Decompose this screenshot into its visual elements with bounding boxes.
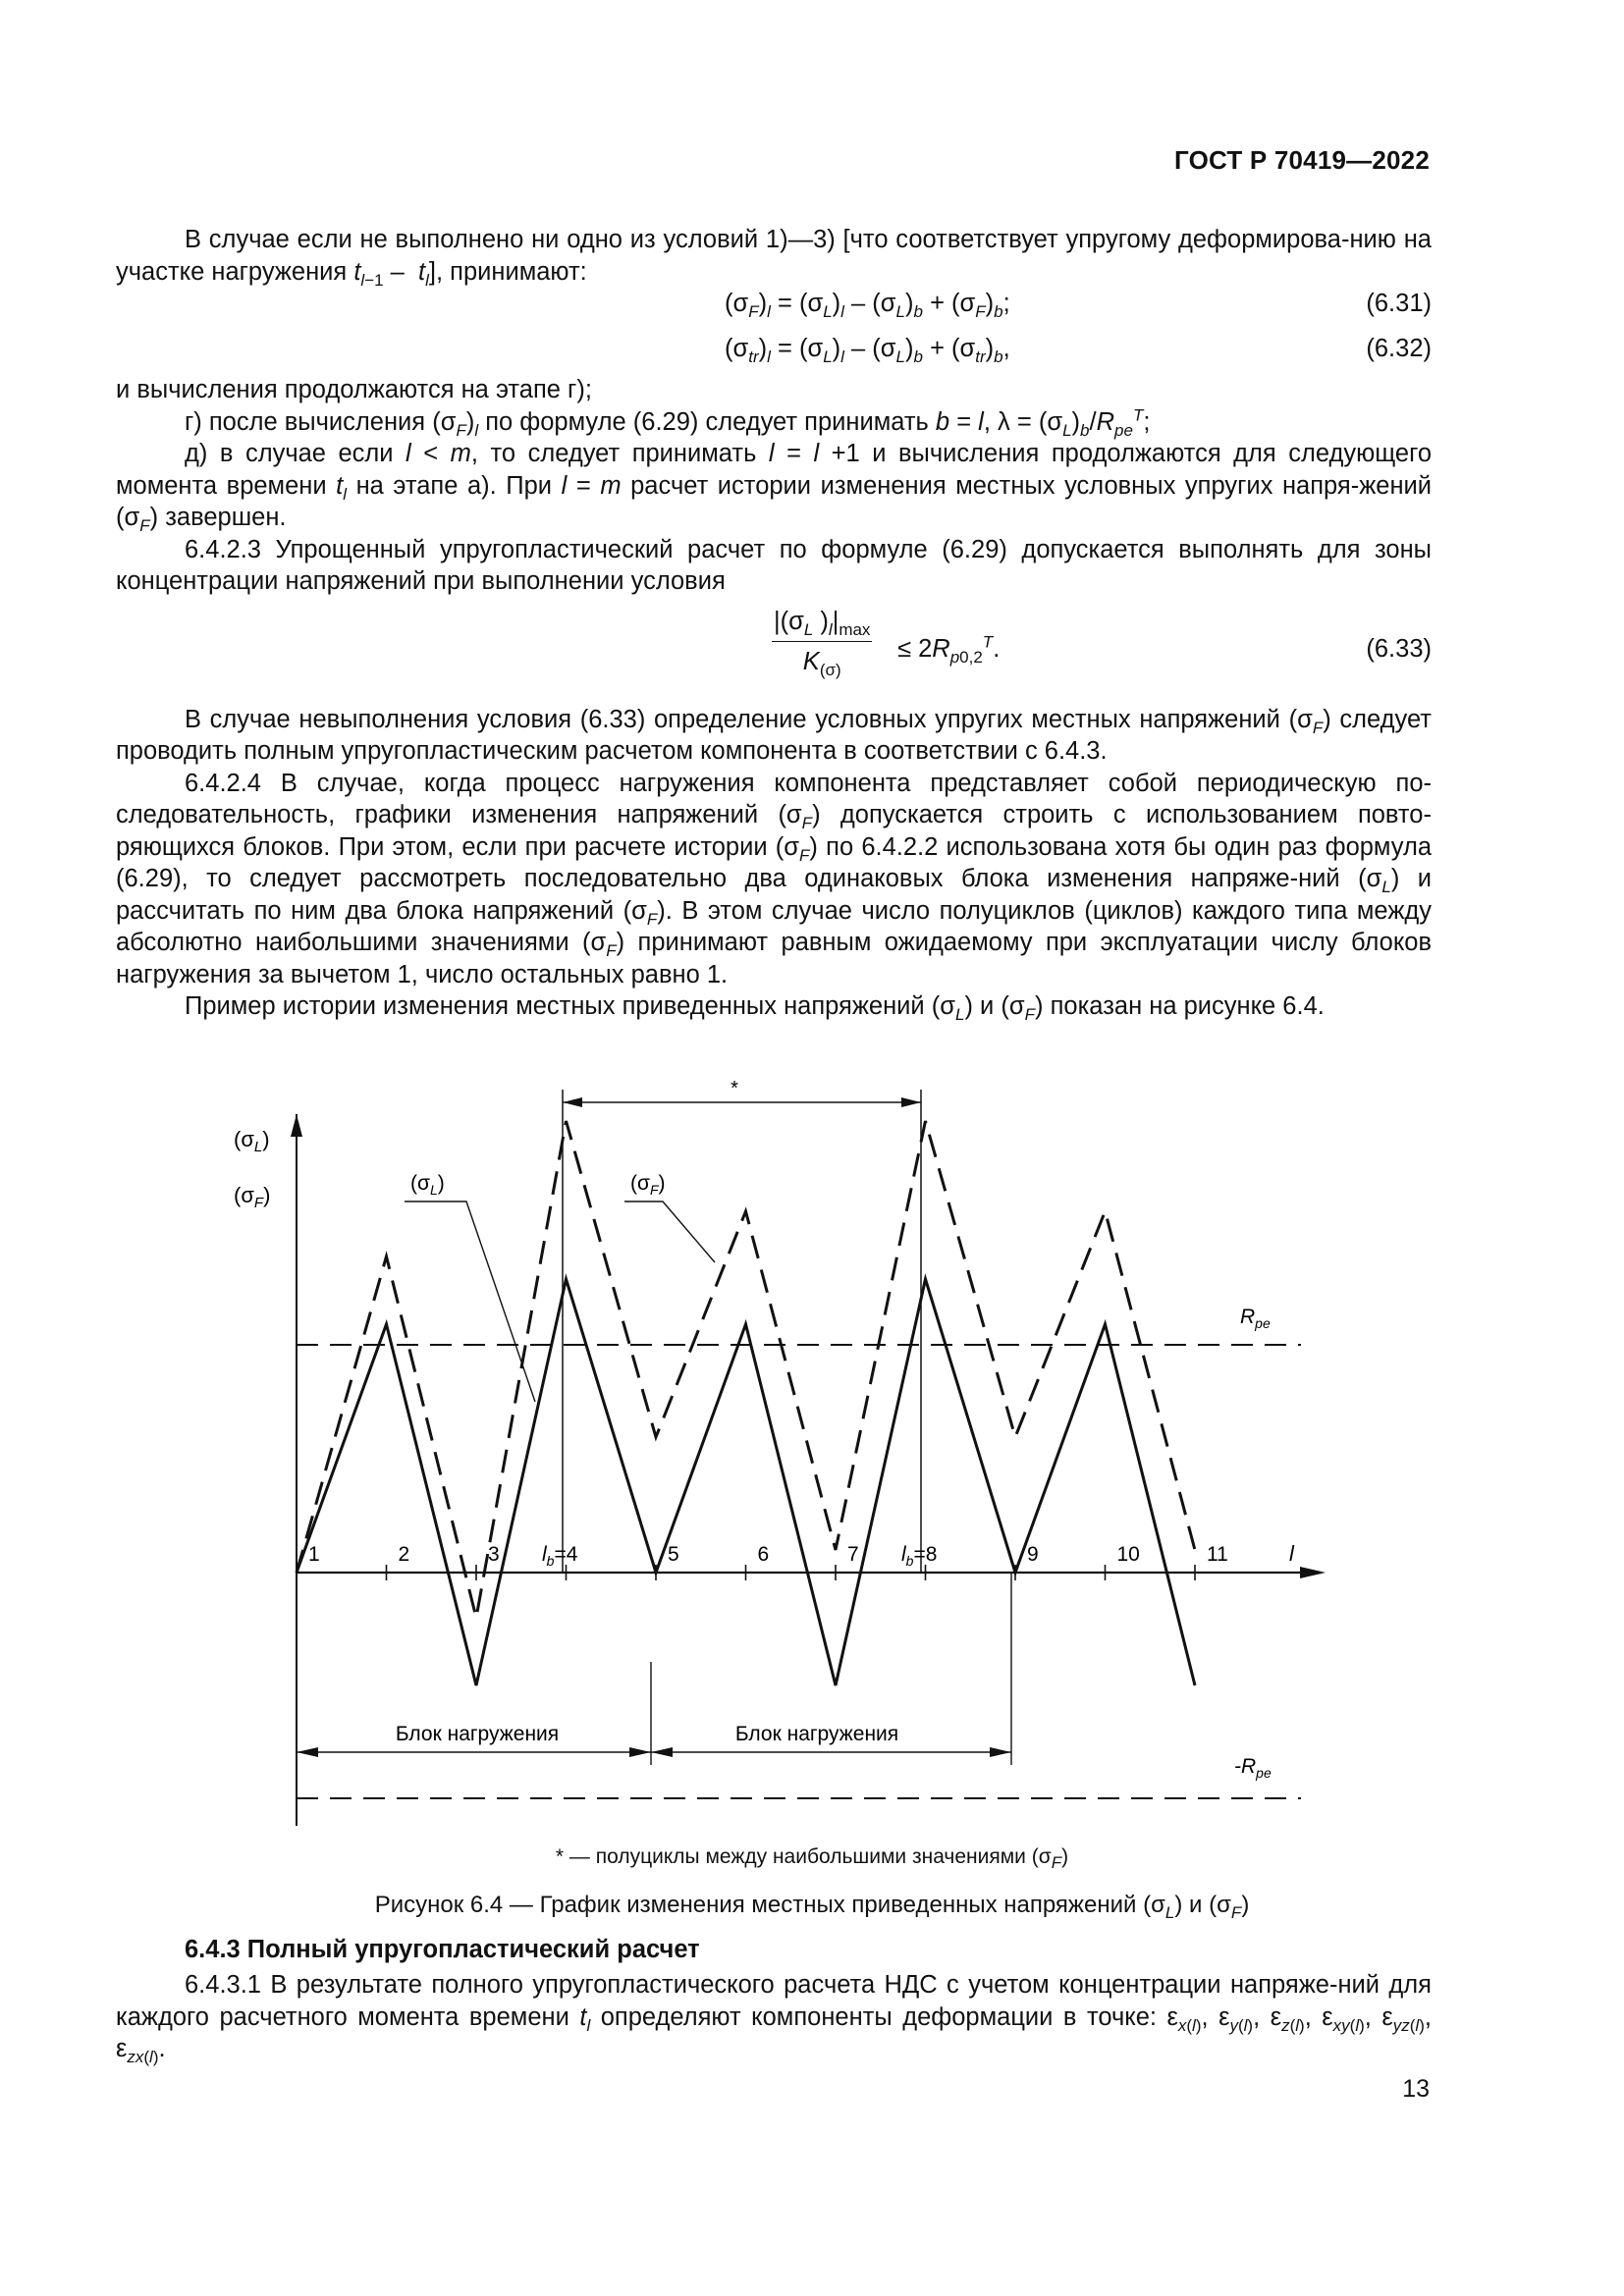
paragraph-5: 6.4.2.3 Упрощенный упругопластический расчет по формуле (6.29) допускается выполнять для зоны концентрации напряжений при выполнении условия — [116, 535, 1432, 595]
minus-rpe-label: $-R_{pe}$ — [1234, 1755, 1272, 1781]
block-arrow-1-right — [629, 1747, 651, 1757]
series-label-sigma-l-leader — [405, 1201, 535, 1402]
rpe-label: $R_{pe}$ — [1240, 1306, 1271, 1331]
paragraph-7: 6.4.2.4 В случае, когда процесс нагружения компонента представляет собой периодическую по-следовательность, графики изменения напряжений $(\sigma_F)$ допускается строить с использованием повто-ряющихся блоков. При этом, если при расчете истории $(\sigma_F)$ по 6.4.2.2 использована хотя бы один раз формула (6.29), то следует рассмотреть последовательно два одинаковых блока изменения напряже-ний $(\sigma_L)$ и рассчитать по ним два блока напряжений $(\sigma_F)$. В этом случае число полуциклов (циклов) каждого типа между абсолютно наибольшими значениями $(\sigma_F)$ принимают равным ожидаемому при эксплуатации числу блоков нагружения за вычетом 1, число остальных равно 1. — [116, 769, 1433, 988]
page-number: 13 — [1402, 2075, 1430, 2103]
series-label-sigma-l: $(\sigma_L)$ — [410, 1172, 445, 1198]
equation-6-31: $(\sigma_F)_l = (\sigma_L)_l - (\sigma_L)_b + (\sigma_F)_b$; (6.31) — [725, 290, 1432, 322]
y-axis-label-sigma-f: $(\sigma_F)$ — [234, 1183, 271, 1211]
paragraph-2: и вычисления продолжаются на этапе г); — [116, 376, 592, 403]
figure-footnote: * — полуциклы между наибольшими значениями $(\sigma_F)$ — [555, 1845, 1069, 1873]
block-arrow-2-left — [651, 1747, 673, 1757]
x-tick-label: 6 — [757, 1543, 770, 1566]
x-tick-label: 3 — [488, 1543, 500, 1566]
fraction: $|(\sigma_L$ )$_l|_{max}$ $K_{(\sigma)}$ — [774, 607, 871, 680]
equation-6-32: $(\sigma_{tr})_l = (\sigma_L)_l - (\sigma_L)_b + (\sigma_{tr})_b$, (6.32) — [725, 335, 1432, 367]
paragraph-9: 6.4.3.1 В результате полного упругопластического расчета НДС с учетом концентрации напряже-ний для каждого расчетного момента времени $t_l$ определяют компоненты деформации в точке: $\varepsilon_{x(l)}$, $\varepsilon_{y(l)}$, $\varepsilon_{z(l)}$, $\varepsilon_{xy(l)}$, $\varepsilon_{yz(l)}$, $\varepsilon_{zx(l)}$. — [116, 1971, 1432, 2067]
block-label-1: Блок нагружения — [395, 1723, 560, 1745]
half-cycle-arrow-right — [901, 1097, 921, 1107]
figure-caption: Рисунок 6.4 — График изменения местных приведенных напряжений $(\sigma_L)$ и $(\sigma_F)$ — [374, 1892, 1250, 1922]
paragraph-4: д) в случае если l < m, то следует принимать l = l +1 и вычисления продолжаются для следующего момента времени $t_l$ на этапе а). При l = m расчет истории изменения местных условных упругих напря-жений $(\sigma_F)$ завершен. — [116, 440, 1433, 536]
equation-number: (6.31) — [1366, 290, 1432, 317]
x-tick-label: 11 — [1207, 1543, 1228, 1566]
lb8-label: $l_b=8$ — [901, 1543, 938, 1569]
x-tick-label: 10 — [1116, 1543, 1140, 1566]
half-cycle-arrow-left — [563, 1097, 582, 1107]
x-tick-label: 9 — [1027, 1543, 1039, 1566]
block-arrow-2-right — [990, 1747, 1011, 1757]
main-text — [116, 224, 1432, 1023]
y-axis-arrow — [291, 1114, 302, 1137]
x-tick-label: 5 — [668, 1543, 679, 1566]
series-label-sigma-f: $(\sigma_F)$ — [630, 1172, 666, 1198]
x-axis-arrow — [1300, 1567, 1326, 1578]
x-tick-label: 7 — [847, 1543, 859, 1566]
x-tick-label: 2 — [398, 1543, 410, 1566]
paragraph-3: г) после вычисления $(\sigma_F)_l$ по формуле (6.29) следует принимать b = l, $\lambda = (\sigma_L)_b/R_{pe}^T$; — [185, 405, 1151, 440]
paragraph-1: В случае если не выполнено ни одно из условий 1)—3) [что соответствует упругому деформирова-нию на участке нагружения $t_{l-1} - t_l$], принимают: — [116, 226, 1432, 290]
x-axis-label: l — [1289, 1541, 1294, 1566]
section-text — [116, 1969, 1432, 2065]
document-header: ГОСТ Р 70419—2022 — [1174, 145, 1430, 175]
block-label-2: Блок нагружения — [734, 1723, 899, 1745]
stress-history-chart — [196, 1070, 1335, 1836]
paragraph-6: В случае невыполнения условия (6.33) определение условных упругих местных напряжений $(\sigma_F)$ следует проводить полным упругопластическим расчетом компонента в соответствии с 6.4.3. — [116, 705, 1432, 765]
block-arrow-1-left — [297, 1747, 318, 1757]
equation-6-33: $|(\sigma_L$ )$_l|_{max}$ $K_{(\sigma)}$ ≤ $2R_{p0,2}^T$. (6.33) — [774, 607, 1432, 680]
equation-number: (6.32) — [1366, 335, 1432, 362]
series-sigma-l-line — [297, 1279, 1195, 1685]
x-tick-label: 1 — [308, 1543, 320, 1566]
y-axis-labels — [234, 1127, 270, 1211]
y-axis-label-sigma-l: $(\sigma_L)$ — [234, 1127, 270, 1155]
paragraph-8: Пример истории изменения местных приведенных напряжений $(\sigma_L)$ и $(\sigma_F)$ показан на рисунке 6.4. — [185, 992, 1325, 1025]
equation-number: (6.33) — [1366, 634, 1432, 663]
series-label-sigma-f-leader — [624, 1201, 715, 1262]
section-title: 6.4.3 Полный упругопластический расчет — [185, 1936, 700, 1963]
star-label: * — [731, 1078, 738, 1099]
lb4-label: $l_b=4$ — [542, 1543, 578, 1569]
